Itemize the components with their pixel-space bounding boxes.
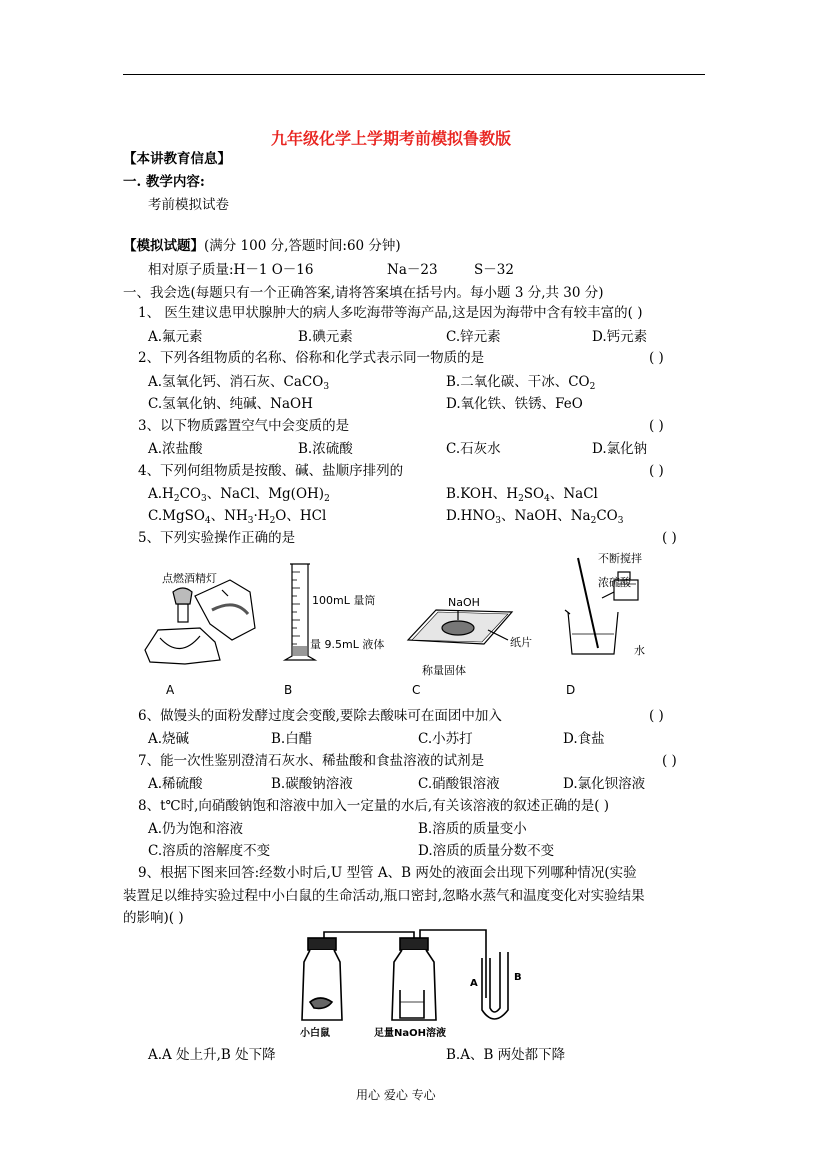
fig-d-label-1: 不断搅拌 bbox=[598, 552, 642, 565]
q7-option-c: C.硝酸银溶液 bbox=[418, 776, 500, 792]
header-rule bbox=[123, 74, 705, 75]
exam-heading-line bbox=[123, 237, 401, 255]
q1-stem: 1、 医生建议患甲状腺肿大的病人多吃海带等海产品,这是因为海带中含有较丰富的( ) bbox=[138, 305, 643, 321]
fig-a-label: 点燃酒精灯 bbox=[162, 572, 217, 585]
q7-bracket: ( ) bbox=[662, 753, 677, 769]
fig-d-beaker bbox=[565, 558, 638, 654]
q8-stem: 8、t℃时,向硝酸钠饱和溶液中加入一定量的水后,有关该溶液的叙述正确的是( ) bbox=[138, 798, 610, 814]
q3-option-b: B.浓硫酸 bbox=[298, 441, 353, 457]
q6-option-b: B.白醋 bbox=[271, 731, 313, 747]
q2-bracket: ( ) bbox=[649, 350, 664, 366]
q7-option-d: D.氯化钡溶液 bbox=[563, 776, 646, 792]
q5-bracket: ( ) bbox=[662, 530, 677, 546]
q2-option-b: B.二氧化碳、干冰、$CO_2$ bbox=[446, 374, 596, 392]
fig-c-paper bbox=[408, 610, 512, 644]
fig-d-label-3: 水 bbox=[634, 644, 645, 657]
teaching-heading: 一. 教学内容: bbox=[123, 174, 205, 190]
q8-option-b: B.溶质的质量变小 bbox=[418, 821, 527, 837]
exam-meta: (满分 100 分,答题时间:60 分钟) bbox=[204, 238, 401, 254]
q7-stem: 7、能一次性鉴别澄清石灰水、稀盐酸和食盐溶液的试剂是 bbox=[138, 753, 485, 769]
q6-stem: 6、做馒头的面粉发酵过度会变酸,要除去酸味可在面团中加入 bbox=[138, 708, 502, 724]
q9-line-1: 9、根据下图来回答:经数小时后,U 型管 A、B 两处的液面会出现下列哪种情况(实验 bbox=[138, 865, 637, 881]
q9-line-3: 的影响)( ) bbox=[123, 910, 184, 926]
q2-stem: 2、下列各组物质的名称、俗称和化学式表示同一物质的是 bbox=[138, 350, 485, 366]
q3-bracket: ( ) bbox=[649, 418, 664, 434]
q3-option-d: D.氯化钠 bbox=[592, 441, 648, 457]
q3-stem: 3、以下物质露置空气中会变质的是 bbox=[138, 418, 350, 434]
q1-option-a: A.氟元素 bbox=[148, 329, 203, 345]
q9-line-2: 装置足以维持实验过程中小白鼠的生命活动,瓶口密封,忽略水蒸气和温度变化对实验结果 bbox=[123, 888, 645, 904]
q6-option-a: A.烧碱 bbox=[148, 731, 190, 747]
q4-option-a: $A.H_2CO_3$、NaCl、$Mg(OH)_2$ bbox=[148, 486, 330, 504]
q2-option-c: C.氢氧化钠、纯碱、NaOH bbox=[148, 396, 313, 412]
q2-option-d: D.氧化铁、铁锈、FeO bbox=[446, 396, 583, 412]
q9-fig-b: B bbox=[514, 972, 522, 983]
fig-letter-c: C bbox=[412, 683, 421, 697]
q4-bracket: ( ) bbox=[649, 463, 664, 479]
atomic-mass-3: S－32 bbox=[474, 262, 514, 278]
exam-heading: 【模拟试题】 bbox=[123, 238, 204, 254]
fig-letter-d: D bbox=[566, 683, 576, 697]
atomic-mass-1: 相对原子质量:H－1 O－16 bbox=[148, 262, 314, 278]
teaching-content: 考前模拟试卷 bbox=[148, 197, 229, 213]
q4-option-d: $D.HNO_3$、NaOH、$Na_2CO_3$ bbox=[446, 508, 624, 526]
q6-option-d: D.食盐 bbox=[563, 731, 605, 747]
page-title: 九年级化学上学期考前模拟鲁教版 bbox=[271, 129, 512, 148]
q9-option-a: A.A 处上升,B 处下降 bbox=[148, 1047, 276, 1063]
q9-fig-label-2: 足量NaOH溶液 bbox=[374, 1028, 446, 1039]
atomic-mass-2: Na－23 bbox=[387, 262, 438, 278]
q1-option-d: D.钙元素 bbox=[592, 329, 648, 345]
q7-option-b: B.碳酸钠溶液 bbox=[271, 776, 353, 792]
fig-letter-a: A bbox=[166, 683, 175, 697]
fig-c-label-2: 纸片 bbox=[510, 636, 532, 649]
q4-option-c: C.MgSO$_4$、$NH_3\cdot H_2O$、HCl bbox=[148, 508, 327, 526]
fig-a-alcohol-lamps bbox=[145, 580, 255, 664]
fig-d-label-2: 浓硫酸 bbox=[598, 576, 631, 589]
q6-option-c: C.小苏打 bbox=[418, 731, 473, 747]
q8-option-c: C.溶质的溶解度不变 bbox=[148, 843, 271, 859]
fig-letter-b: B bbox=[284, 683, 293, 697]
section-info: 【本讲教育信息】 bbox=[123, 151, 231, 167]
q3-option-a: A.浓盐酸 bbox=[148, 441, 203, 457]
q4-stem: 4、下列何组物质是按酸、碱、盐顺序排列的 bbox=[138, 463, 404, 479]
fig-b-label-1: 100mL 量筒 bbox=[312, 594, 376, 607]
fig-c-label-1: NaOH bbox=[448, 596, 480, 609]
q7-option-a: A.稀硫酸 bbox=[148, 776, 203, 792]
q6-bracket: ( ) bbox=[649, 708, 664, 724]
fig-c-label-3: 称量固体 bbox=[422, 664, 466, 677]
q9-option-b: B.A、B 两处都下降 bbox=[446, 1047, 566, 1063]
q1-option-b: B.碘元素 bbox=[298, 329, 353, 345]
q1-option-c: C.锌元素 bbox=[446, 329, 501, 345]
q9-figure bbox=[296, 928, 536, 1040]
part1-heading: 一、我会选(每题只有一个正确答案,请将答案填在括号内。每小题 3 分,共 30 分) bbox=[123, 285, 604, 301]
q9-fig-a: A bbox=[470, 978, 478, 989]
q3-option-c: C.石灰水 bbox=[446, 441, 501, 457]
q5-stem: 5、下列实验操作正确的是 bbox=[138, 530, 296, 546]
page-footer: 用心 爱心 专心 bbox=[356, 1088, 436, 1102]
q4-option-b: B.KOH、$H_2SO_4$、NaCl bbox=[446, 486, 598, 504]
fig-b-label-2: 量 9.5mL 液体 bbox=[310, 638, 385, 651]
q8-option-a: A.仍为饱和溶液 bbox=[148, 821, 244, 837]
q8-option-d: D.溶质的质量分数不变 bbox=[418, 843, 555, 859]
q2-option-a: A.氢氧化钙、消石灰、CaCO$_3$ bbox=[148, 374, 330, 392]
q5-figure bbox=[140, 548, 680, 700]
q9-fig-label-1: 小白鼠 bbox=[300, 1028, 330, 1039]
